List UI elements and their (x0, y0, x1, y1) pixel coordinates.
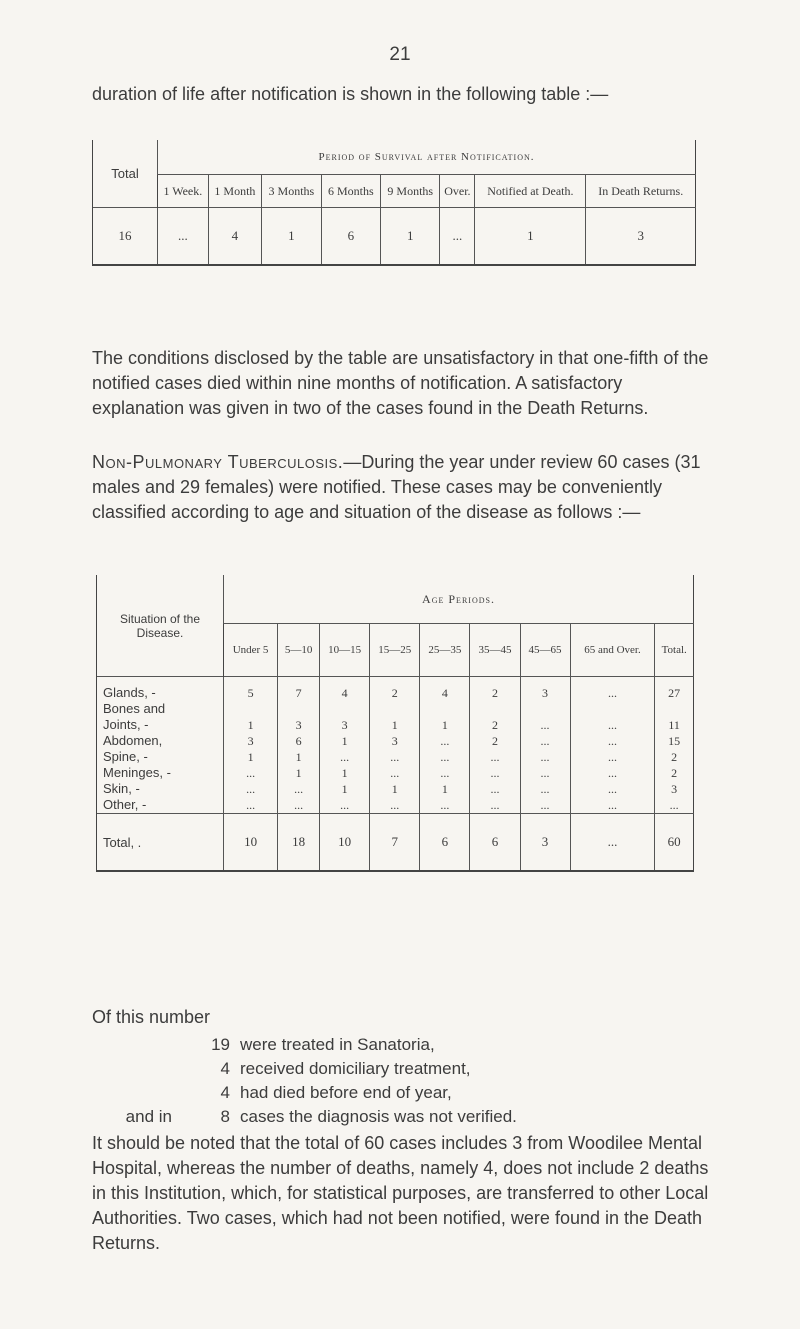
table-cell: 1 (320, 781, 370, 797)
table-cell: ... (570, 749, 655, 765)
table-cell: 2 (655, 765, 694, 781)
age-col-header: 45—65 (520, 624, 570, 677)
row-label: Skin, - (97, 781, 224, 797)
table-cell: ... (370, 797, 420, 814)
survival-value: 6 (321, 208, 380, 266)
table-cell: 15 (655, 733, 694, 749)
list-number: 4 (220, 1059, 230, 1078)
table-cell (224, 701, 278, 717)
list-prefix: and in (125, 1107, 172, 1126)
table-row (97, 781, 694, 797)
table-cell: 1 (224, 717, 278, 733)
survival-col-header: 1 Month (208, 175, 261, 208)
list-item (92, 1057, 712, 1081)
table-cell: ... (224, 797, 278, 814)
row-label: Other, - (97, 797, 224, 814)
row-label: Spine, - (97, 749, 224, 765)
survival-col-header: 3 Months (262, 175, 321, 208)
survival-value: ... (440, 208, 475, 266)
survival-value: 4 (208, 208, 261, 266)
table-cell: 1 (370, 781, 420, 797)
table-cell: 4 (320, 677, 370, 702)
table-cell: ... (470, 781, 520, 797)
intro-text: duration of life after notification is shown in the following table :— (92, 84, 609, 104)
list-spacer (92, 1033, 204, 1057)
paragraph-woodilee: It should be noted that the total of 60 cases includes 3 from Woodilee Mental Hospital, whereas the number of deaths, namely 4, does not include 2 deaths in this Institution, which, for statistical purposes, are transferred to other Local Authorities. Two cases, which had not been notified, were found in the Death Returns. (92, 1133, 709, 1253)
table-cell: ... (570, 677, 655, 702)
row-label: Meninges, - (97, 765, 224, 781)
total-cell: 18 (278, 814, 320, 872)
list-text: received domiciliary treatment, (240, 1059, 471, 1078)
situation-header: Situation of the Disease. (97, 575, 224, 677)
survival-value: 3 (586, 208, 696, 266)
survival-value: ... (158, 208, 209, 266)
survival-value: 1 (475, 208, 586, 266)
treatment-list (92, 1033, 712, 1129)
survival-col-header: 6 Months (321, 175, 380, 208)
table-cell (655, 701, 694, 717)
table-row (97, 733, 694, 749)
survival-total-header: Total (93, 140, 158, 208)
table-cell: 3 (224, 733, 278, 749)
table-cell: ... (320, 797, 370, 814)
total-cell: 6 (420, 814, 470, 872)
of-this-number: Of this number (92, 1007, 211, 1027)
list-text: had died before end of year, (240, 1083, 452, 1102)
table-row (97, 749, 694, 765)
age-col-header: 65 and Over. (570, 624, 655, 677)
table-cell: ... (570, 765, 655, 781)
list-spacer (92, 1081, 204, 1105)
table-cell: ... (520, 797, 570, 814)
table-cell: ... (655, 797, 694, 814)
total-cell: ... (570, 814, 655, 872)
table-row (97, 797, 694, 814)
table-cell (370, 701, 420, 717)
table-cell: 3 (520, 677, 570, 702)
table-cell (520, 701, 570, 717)
table-cell: ... (570, 797, 655, 814)
paragraph-conditions: The conditions disclosed by the table are unsatisfactory in that one-fifth of the notified cases died within nine months of notification. A satisfactory explanation was given in two of the cases found in the Death Returns. (92, 348, 709, 418)
table-cell: ... (278, 797, 320, 814)
table-cell (470, 701, 520, 717)
survival-value: 1 (381, 208, 440, 266)
table-cell: 3 (655, 781, 694, 797)
table-cell: ... (224, 765, 278, 781)
table-cell: 2 (470, 717, 520, 733)
table-cell: ... (370, 765, 420, 781)
table-cell: ... (278, 781, 320, 797)
survival-col-header: Over. (440, 175, 475, 208)
row-label: Glands, - (97, 677, 224, 702)
age-total-label: Total, . (97, 814, 224, 872)
table-cell: 6 (278, 733, 320, 749)
table-cell: ... (370, 749, 420, 765)
total-cell: 7 (370, 814, 420, 872)
total-cell: 10 (224, 814, 278, 872)
table-cell (278, 701, 320, 717)
list-number: 8 (220, 1107, 230, 1126)
table-cell: 3 (370, 733, 420, 749)
table-cell: 3 (278, 717, 320, 733)
survival-col-header: 1 Week. (158, 175, 209, 208)
table-cell (570, 701, 655, 717)
row-label: Abdomen, (97, 733, 224, 749)
table-row (97, 701, 694, 717)
survival-value: 1 (262, 208, 321, 266)
survival-total-value: 16 (93, 208, 158, 266)
age-span-header: Age Periods. (224, 575, 694, 624)
age-col-header: 25—35 (420, 624, 470, 677)
row-label: Joints, - (97, 717, 224, 733)
table-cell: ... (420, 749, 470, 765)
table-cell: 1 (224, 749, 278, 765)
table-cell: 2 (655, 749, 694, 765)
table-cell: ... (420, 733, 470, 749)
row-label: Bones and (97, 701, 224, 717)
table-cell: ... (224, 781, 278, 797)
table-cell: ... (520, 749, 570, 765)
list-text: cases the diagnosis was not verified. (240, 1107, 517, 1126)
table-cell: 11 (655, 717, 694, 733)
age-col-header: 10—15 (320, 624, 370, 677)
table-row (97, 717, 694, 733)
table-cell: 1 (370, 717, 420, 733)
table-cell: ... (470, 797, 520, 814)
list-text: were treated in Sanatoria, (240, 1035, 435, 1054)
age-col-header: 5—10 (278, 624, 320, 677)
paragraph-non-pulmonary (92, 450, 712, 525)
table-cell: 27 (655, 677, 694, 702)
section-body: —During the year under review 60 cases (31 males and 29 females) were notified. These cases may be conveniently classified according to age and situation of the disease as follows :— (92, 452, 701, 522)
table-cell: 2 (470, 677, 520, 702)
age-table (96, 575, 694, 872)
table-cell: 1 (278, 749, 320, 765)
table-cell: 2 (370, 677, 420, 702)
table-cell: ... (570, 781, 655, 797)
list-item (92, 1033, 712, 1057)
survival-table (92, 140, 696, 266)
section-heading: Non-Pulmonary Tuberculosis. (92, 452, 344, 472)
total-cell: 10 (320, 814, 370, 872)
table-cell: ... (520, 781, 570, 797)
table-cell: 1 (278, 765, 320, 781)
table-cell: ... (470, 749, 520, 765)
table-cell (420, 701, 470, 717)
table-cell: 4 (420, 677, 470, 702)
table-cell: 3 (320, 717, 370, 733)
age-col-header: 15—25 (370, 624, 420, 677)
table-cell: 1 (420, 781, 470, 797)
list-number: 4 (220, 1083, 230, 1102)
survival-col-header: 9 Months (381, 175, 440, 208)
list-item (92, 1105, 712, 1129)
table-cell: 2 (470, 733, 520, 749)
table-cell: ... (520, 733, 570, 749)
table-cell: 7 (278, 677, 320, 702)
table-cell: ... (320, 749, 370, 765)
age-col-header: Total. (655, 624, 694, 677)
survival-col-header: In Death Returns. (586, 175, 696, 208)
table-cell: ... (470, 765, 520, 781)
table-cell: ... (520, 765, 570, 781)
table-row (97, 765, 694, 781)
table-cell: ... (570, 733, 655, 749)
table-cell (320, 701, 370, 717)
list-spacer (92, 1057, 204, 1081)
table-cell: ... (570, 717, 655, 733)
list-number: 19 (211, 1035, 230, 1054)
table-cell: ... (420, 765, 470, 781)
total-cell: 60 (655, 814, 694, 872)
table-cell: 1 (320, 733, 370, 749)
page-number: 21 (389, 44, 411, 65)
total-cell: 3 (520, 814, 570, 872)
table-cell: 5 (224, 677, 278, 702)
table-cell: ... (520, 717, 570, 733)
age-col-header: Under 5 (224, 624, 278, 677)
survival-span-header: Period of Survival after Notification. (158, 140, 696, 175)
list-item (92, 1081, 712, 1105)
total-cell: 6 (470, 814, 520, 872)
survival-col-header: Notified at Death. (475, 175, 586, 208)
table-cell: 1 (420, 717, 470, 733)
table-row (97, 677, 694, 702)
age-col-header: 35—45 (470, 624, 520, 677)
table-cell: 1 (320, 765, 370, 781)
table-cell: ... (420, 797, 470, 814)
